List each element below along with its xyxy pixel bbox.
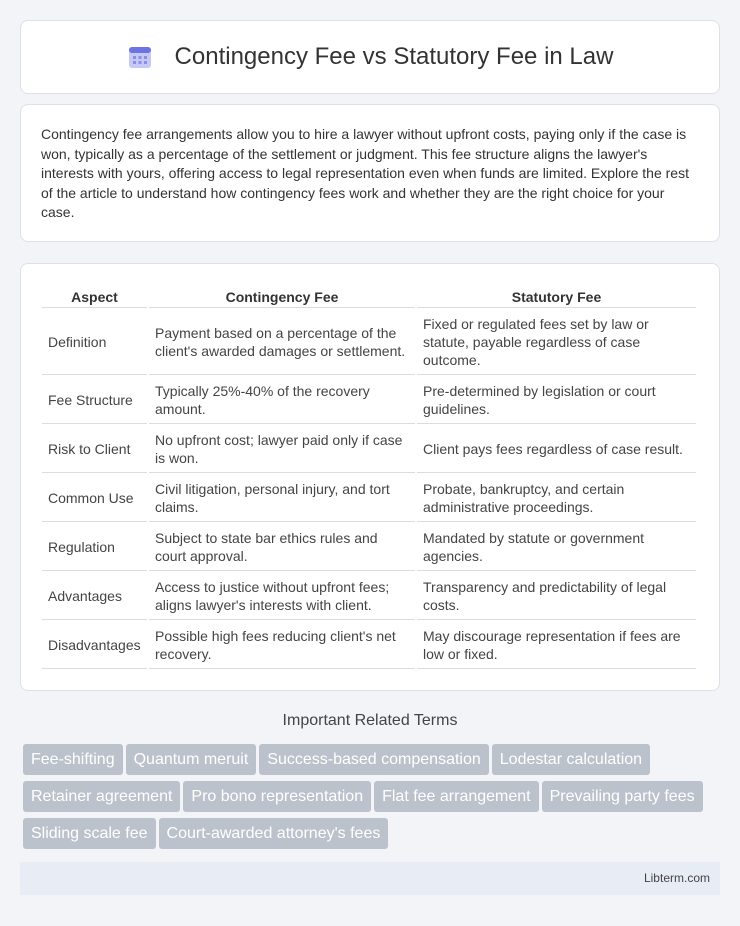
- contingency-cell: Civil litigation, personal injury, and tort claims.: [149, 475, 415, 522]
- term-tag[interactable]: Flat fee arrangement: [374, 781, 539, 812]
- column-header: Statutory Fee: [417, 286, 696, 308]
- aspect-cell: Advantages: [42, 573, 147, 620]
- table-header-row: [42, 286, 696, 308]
- table-row: [42, 573, 696, 620]
- term-tag[interactable]: Success-based compensation: [259, 744, 488, 775]
- aspect-cell: Regulation: [42, 524, 147, 571]
- statutory-cell: Fixed or regulated fees set by law or statute, payable regardless of case outcome.: [417, 310, 696, 375]
- contingency-cell: No upfront cost; lawyer paid only if case is won.: [149, 426, 415, 473]
- contingency-cell: Possible high fees reducing client's net recovery.: [149, 622, 415, 669]
- aspect-cell: Common Use: [42, 475, 147, 522]
- contingency-cell: Typically 25%-40% of the recovery amount.: [149, 377, 415, 424]
- term-tag[interactable]: Prevailing party fees: [542, 781, 703, 812]
- term-tag[interactable]: Lodestar calculation: [492, 744, 650, 775]
- statutory-cell: Probate, bankruptcy, and certain administrative proceedings.: [417, 475, 696, 522]
- footer-site-link[interactable]: Libterm.com: [643, 871, 710, 885]
- statutory-cell: May discourage representation if fees are low or fixed.: [417, 622, 696, 669]
- aspect-cell: Risk to Client: [42, 426, 147, 473]
- intro-card: [20, 104, 720, 242]
- term-tag[interactable]: Pro bono representation: [183, 781, 371, 812]
- aspect-cell: Disadvantages: [42, 622, 147, 669]
- contingency-cell: Access to justice without upfront fees; aligns lawyer's interests with client.: [149, 573, 415, 620]
- column-header: Contingency Fee: [149, 286, 415, 308]
- term-tag[interactable]: Court-awarded attorney's fees: [159, 818, 389, 849]
- table-row: [42, 310, 696, 375]
- related-terms-heading: Important Related Terms: [282, 712, 458, 729]
- calendar-grid-icon: [127, 44, 153, 70]
- aspect-cell: Definition: [42, 310, 147, 375]
- table-row: [42, 475, 696, 522]
- table-row: [42, 377, 696, 424]
- intro-text: Contingency fee arrangements allow you to hire a lawyer without upfront costs, paying only if the case is won, typically as a percentage of the settlement or judgment. This fee structure aligns the lawyer's interests with yours, offering access to legal representation even when funds are limited. Explore the rest of the article to understand how contingency fees work and whether they are the right choice for your case.: [41, 126, 689, 221]
- statutory-cell: Transparency and predictability of legal costs.: [417, 573, 696, 620]
- term-tag[interactable]: Retainer agreement: [23, 781, 180, 812]
- statutory-cell: Client pays fees regardless of case result.: [417, 426, 696, 473]
- header-card: [20, 20, 720, 94]
- term-tag[interactable]: Fee-shifting: [23, 744, 123, 775]
- table-row: [42, 524, 696, 571]
- contingency-cell: Payment based on a percentage of the client's awarded damages or settlement.: [149, 310, 415, 375]
- statutory-cell: Pre-determined by legislation or court guidelines.: [417, 377, 696, 424]
- column-header: Aspect: [42, 286, 147, 308]
- comparison-table: [40, 284, 698, 671]
- statutory-cell: Mandated by statute or government agencies.: [417, 524, 696, 571]
- table-row: [42, 426, 696, 473]
- comparison-table-card: [20, 263, 720, 691]
- contingency-cell: Subject to state bar ethics rules and court approval.: [149, 524, 415, 571]
- term-tag[interactable]: Quantum meruit: [126, 744, 257, 775]
- page-title: Contingency Fee vs Statutory Fee in Law: [174, 43, 614, 70]
- footer: [20, 862, 720, 895]
- related-terms-list: [23, 744, 723, 855]
- term-tag[interactable]: Sliding scale fee: [23, 818, 156, 849]
- table-row: [42, 622, 696, 669]
- aspect-cell: Fee Structure: [42, 377, 147, 424]
